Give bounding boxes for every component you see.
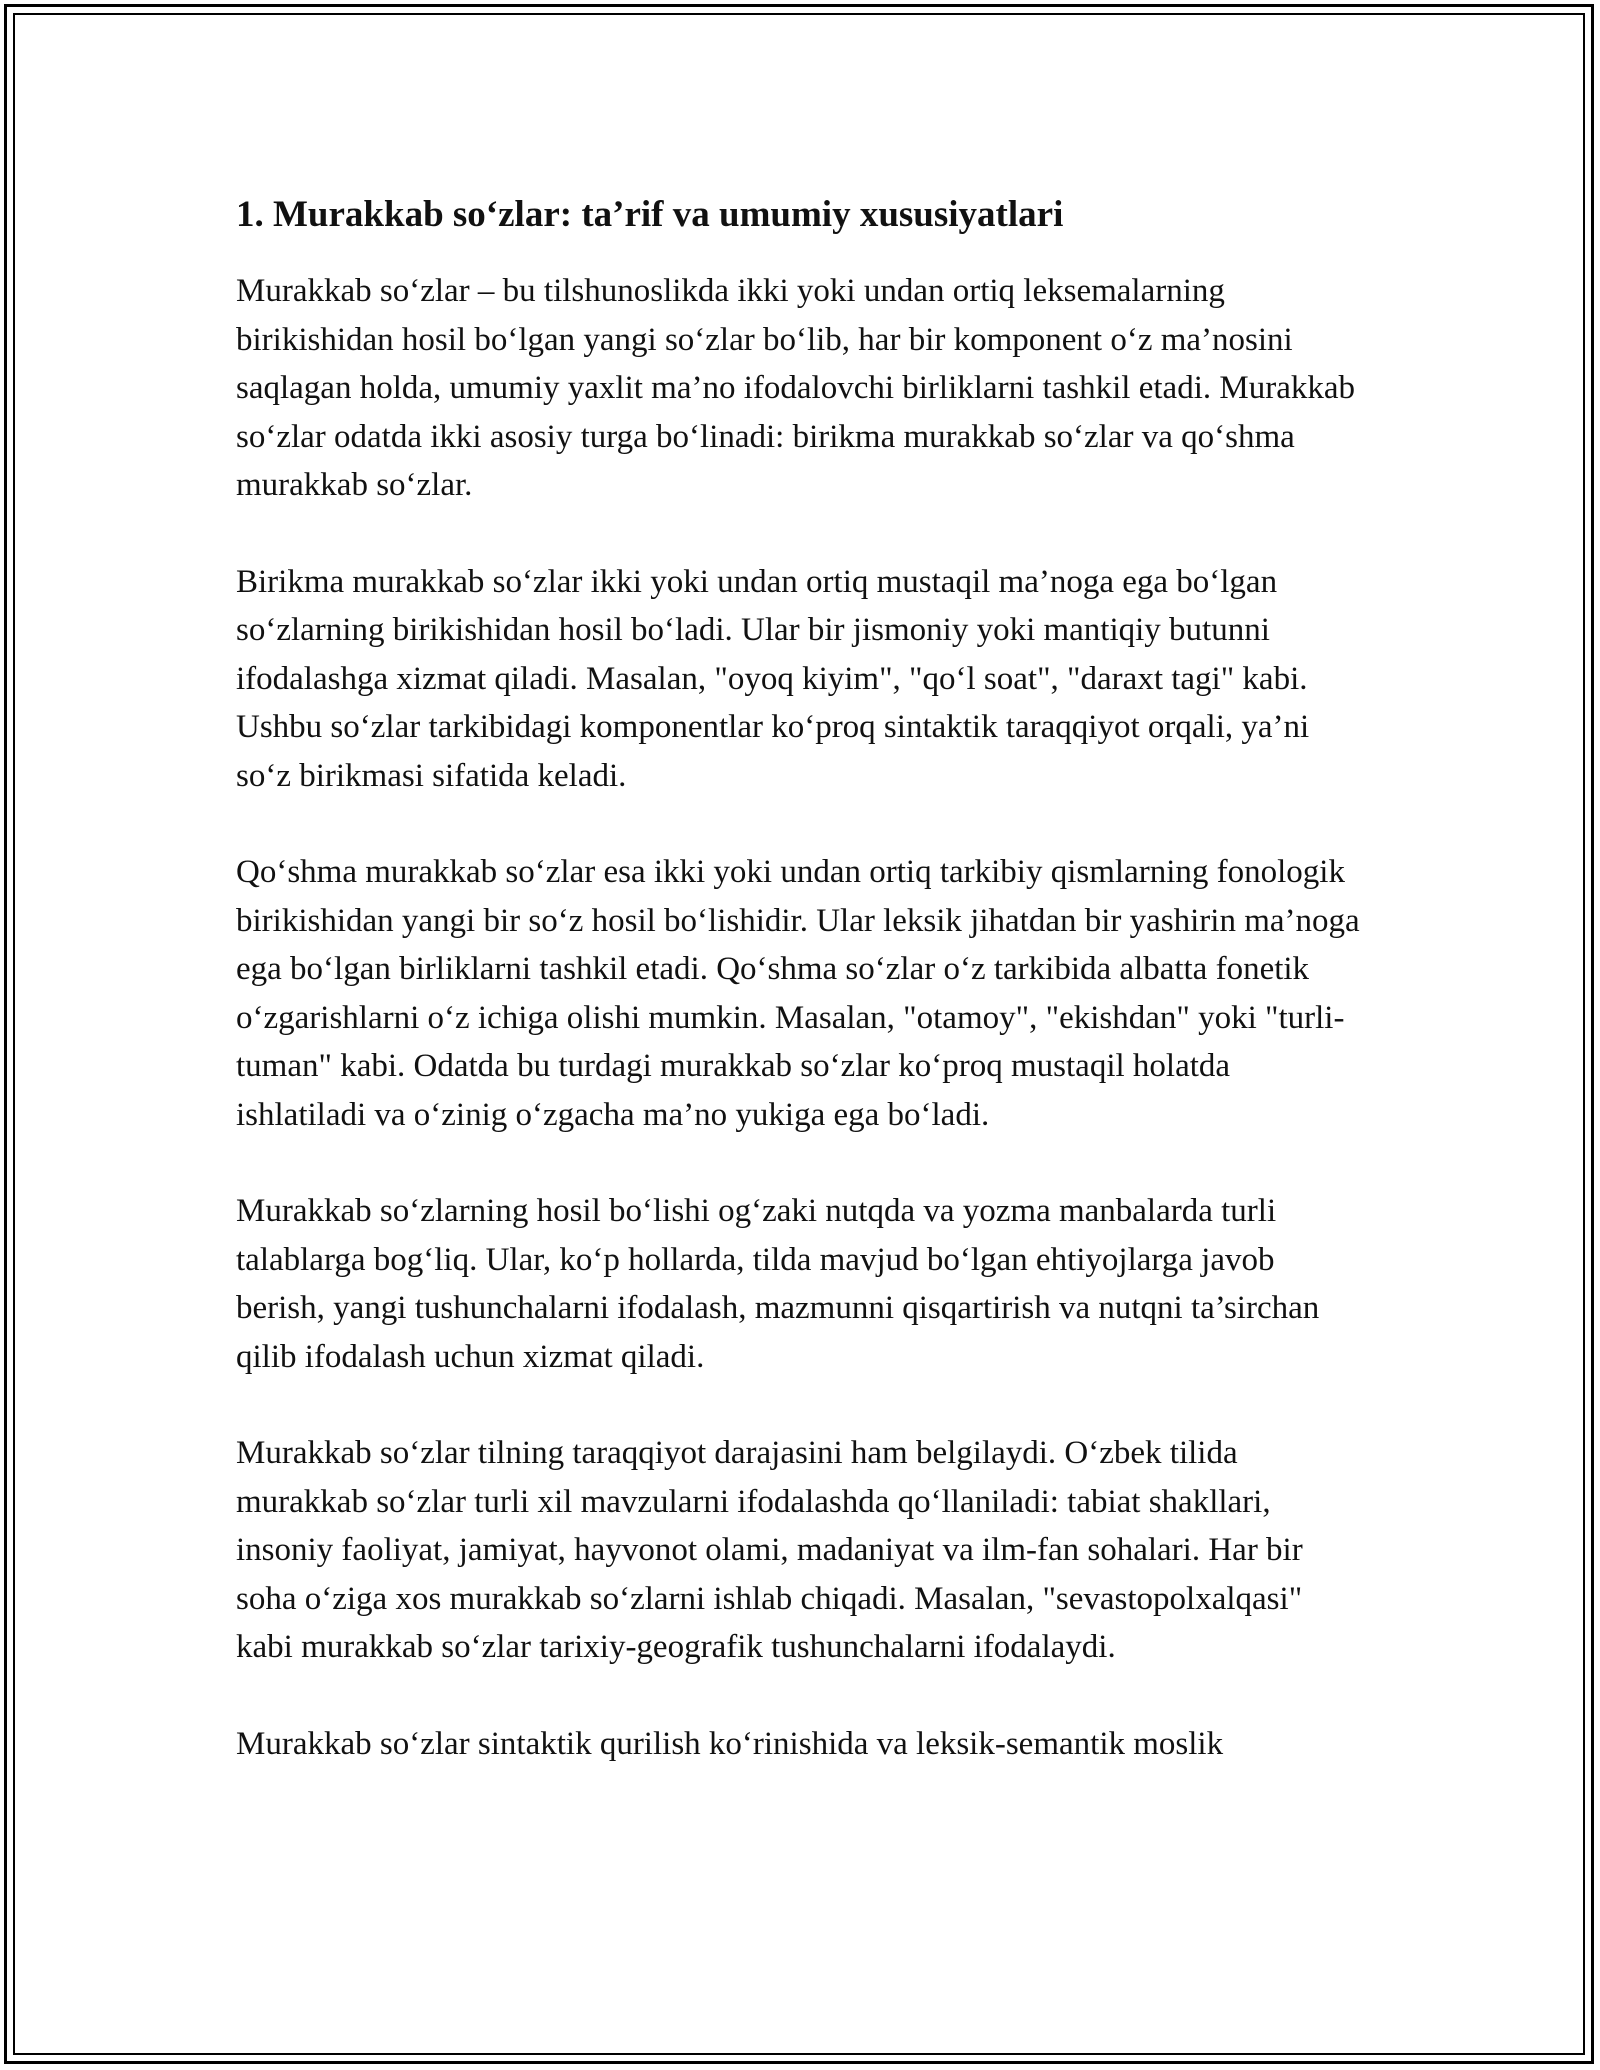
paragraph-syntactic: Murakkab so‘zlar sintaktik qurilish ko‘rinishida va leksik-semantik moslik	[236, 1725, 1224, 1762]
paragraph-formation: Murakkab so‘zlarning hosil bo‘lishi og‘zaki nutqda va yozma manbalarda turli talablarga bog‘liq. Ular, ko‘p hollarda, tilda mavjud bo‘lgan ehtiyojlarga javob berish, yangi tushunchalarni ifodalash, mazmunni qisqartirish va nutqni ta’sirchan qilib ifodalash uchun xizmat qiladi.	[236, 1193, 1320, 1375]
paragraph-definition: Murakkab so‘zlar – bu tilshunoslikda ikki yoki undan ortiq leksemalarning birikishidan hosil bo‘lgan yangi so‘zlar bo‘lib, har bir komponent o‘z ma’nosini saqlagan holda, umumiy yaxlit ma’no ifodalovchi birliklarni tashkil etadi. Murakkab so‘zlar odatda ikki asosiy turga bo‘linadi: birikma murakkab so‘zlar va qo‘shma murakkab so‘zlar.	[236, 273, 1355, 503]
document-body	[236, 183, 1366, 1768]
paragraph-development: Murakkab so‘zlar tilning taraqqiyot darajasini ham belgilaydi. O‘zbek tilida murakkab so‘zlar turli xil mavzularni ifodalashda qo‘llaniladi: tabiat shakllari, insoniy faoliyat, jamiyat, hayvonot olami, madaniyat va ilm-fan sohalari. Har bir soha o‘ziga xos murakkab so‘zlarni ishlab chiqadi. Masalan, "sevastopolxalqasi" kabi murakkab so‘zlar tarixiy-geografik tushunchalarni ifodalaydi.	[236, 1435, 1303, 1665]
paragraph-joined-compounds: Qo‘shma murakkab so‘zlar esa ikki yoki undan ortiq tarkibiy qismlarning fonologik birikishidan yangi bir so‘z hosil bo‘lishidir. Ular leksik jihatdan bir yashirin ma’noga ega bo‘lgan birliklarni tashkil etadi. Qo‘shma so‘zlar o‘z tarkibida albatta fonetik o‘zgarishlarni o‘z ichiga olishi mumkin. Masalan, "otamoy", "ekishdan" yoki "turli-tuman" kabi. Odatda bu turdagi murakkab so‘zlar ko‘proq mustaqil holatda ishlatiladi va o‘zinig o‘zgacha ma’no yukiga ega bo‘ladi.	[236, 854, 1360, 1133]
section-heading: 1. Murakkab so‘zlar: ta’rif va umumiy xususiyatlari	[236, 194, 1064, 235]
paragraph-compound-phrases: Birikma murakkab so‘zlar ikki yoki undan ortiq mustaqil ma’noga ega bo‘lgan so‘zlarning birikishidan hosil bo‘ladi. Ular bir jismoniy yoki mantiqiy butunni ifodalashga xizmat qiladi. Masalan, "oyoq kiyim", "qo‘l soat", "daraxt tagi" kabi. Ushbu so‘zlar tarkibidagi komponentlar ko‘proq sintaktik taraqqiyot orqali, ya’ni so‘z birikmasi sifatida keladi.	[236, 563, 1310, 794]
